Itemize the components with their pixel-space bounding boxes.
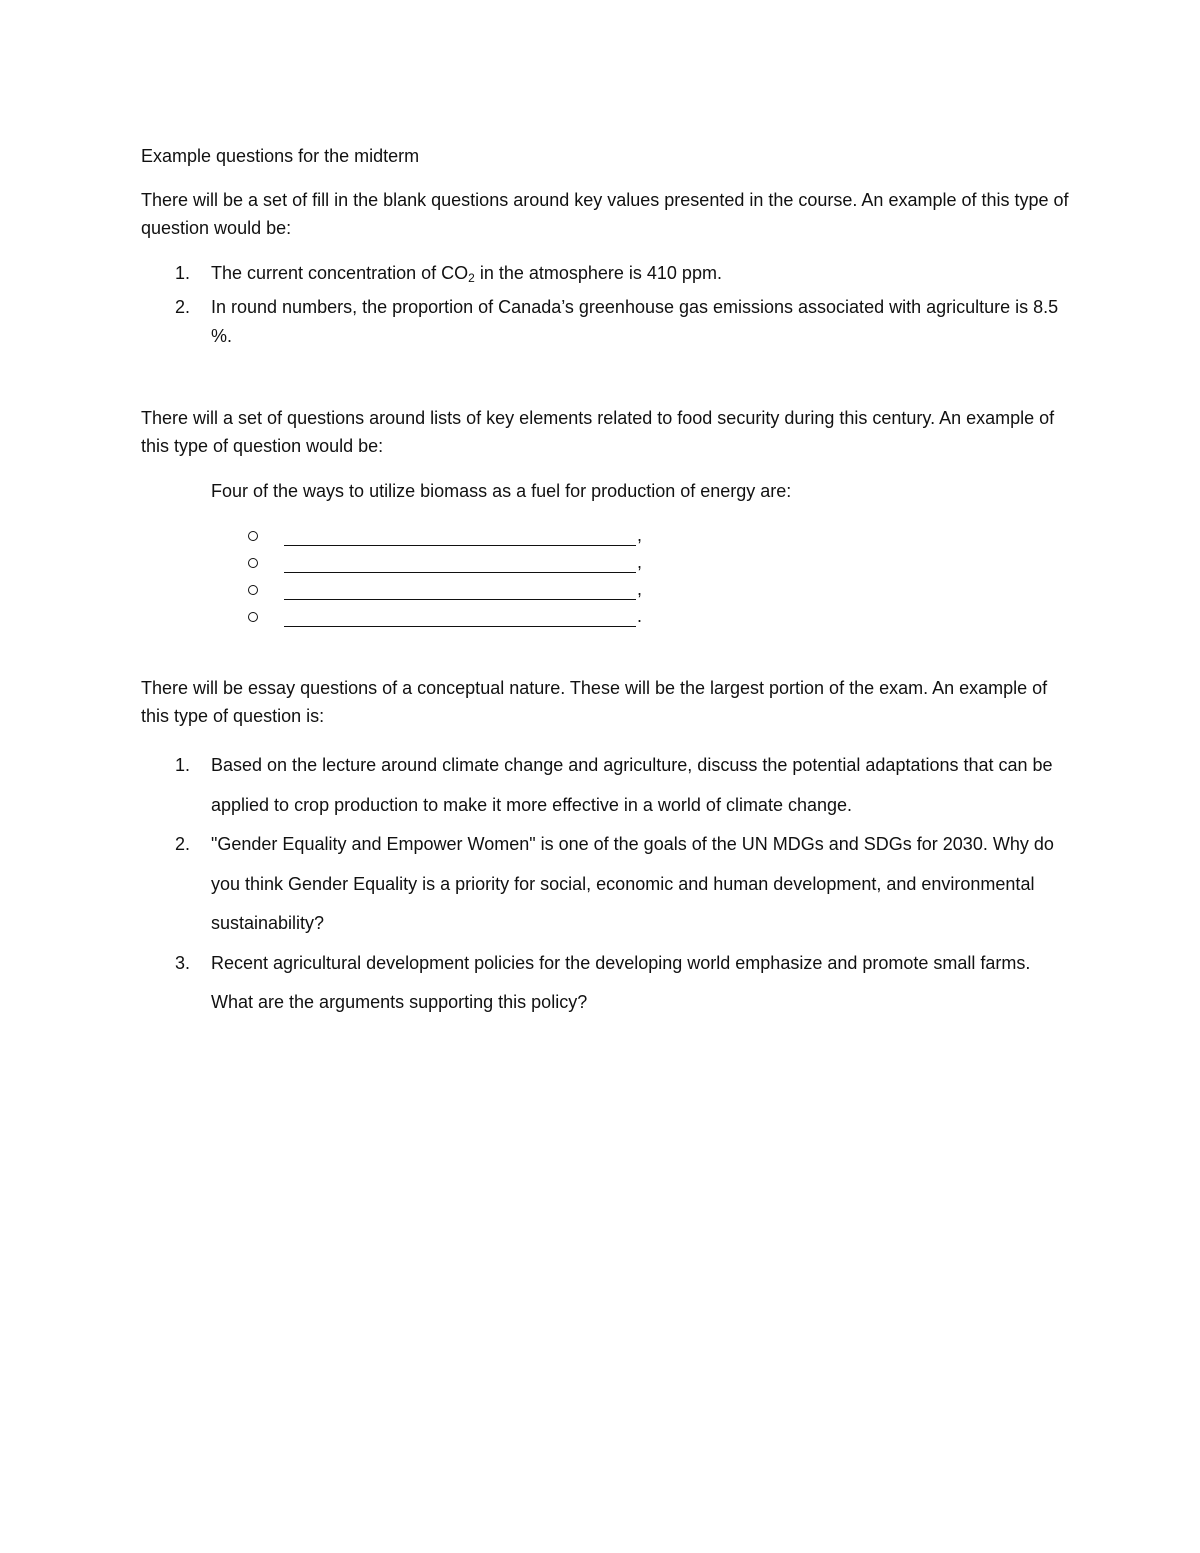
blank-punctuation: ,: [637, 552, 643, 572]
hollow-bullet-icon: [248, 612, 258, 622]
item-number: 3.: [175, 952, 191, 973]
item-text: "Gender Equality and Empower Women" is one of the goals of the UN MDGs and SDGs for 2030. Why do you think Gender Equality is a priority for social, economic and human development, and environmental sustainability?: [211, 834, 1054, 933]
blank-punctuation: .: [637, 606, 643, 626]
item-text-after: in the atmosphere is 410 ppm.: [474, 263, 722, 283]
answer-blank-item: [211, 524, 642, 551]
section1-intro: There will be a set of fill in the blank questions around key values presented in the course. An example of this type of question would be:: [141, 190, 1069, 238]
answer-blank-item: [211, 551, 642, 578]
item-number: 2.: [175, 834, 191, 854]
list-item: [141, 746, 1071, 825]
hollow-bullet-icon: [248, 585, 258, 595]
answer-blank-item: [211, 578, 642, 605]
item-text: Recent agricultural development policies for the developing world emphasize and promote small farms. What are the arguments supporting this policy?: [211, 952, 1031, 1012]
item-text: Based on the lecture around climate change and agriculture, discuss the potential adaptations that can be applied to crop production to make it more effective in a world of climate change.: [211, 755, 1053, 815]
answer-blank-line: [284, 527, 636, 546]
list-item: [141, 293, 1071, 351]
hollow-bullet-icon: [248, 531, 258, 541]
item-text: In round numbers, the proportion of Canada’s greenhouse gas emissions associated with agriculture is 8.5 %.: [211, 297, 1059, 346]
answer-blank-line: [284, 581, 636, 600]
blank-punctuation: ,: [637, 525, 643, 545]
section3-intro: There will be essay questions of a conceptual nature. These will be the largest portion of the exam. An example of this type of question is:: [141, 678, 1048, 726]
item-number: 1.: [175, 263, 191, 283]
blank-punctuation: ,: [637, 579, 643, 599]
co2-subscript: 2: [468, 271, 475, 285]
answer-blank-line: [284, 608, 636, 627]
list-item: [141, 944, 1071, 1023]
document-title: Example questions for the midterm: [141, 146, 420, 166]
answer-blank-item: [211, 605, 642, 632]
item-number: 2.: [175, 297, 191, 317]
item-number: 1.: [175, 755, 191, 775]
answer-blanks-list: [211, 524, 642, 632]
list-item: [141, 825, 1071, 944]
biomass-prompt: Four of the ways to utilize biomass as a fuel for production of energy are:: [211, 481, 792, 501]
answer-blank-line: [284, 554, 636, 573]
section2-intro: There will a set of questions around lists of key elements related to food security during this century. An example of this type of question would be:: [141, 408, 1055, 456]
hollow-bullet-icon: [248, 558, 258, 568]
essay-questions: [141, 746, 1071, 1023]
fill-in-blank-examples: [141, 259, 1071, 351]
list-item: [141, 259, 1071, 293]
item-text-before: The current concentration of CO: [211, 263, 469, 283]
